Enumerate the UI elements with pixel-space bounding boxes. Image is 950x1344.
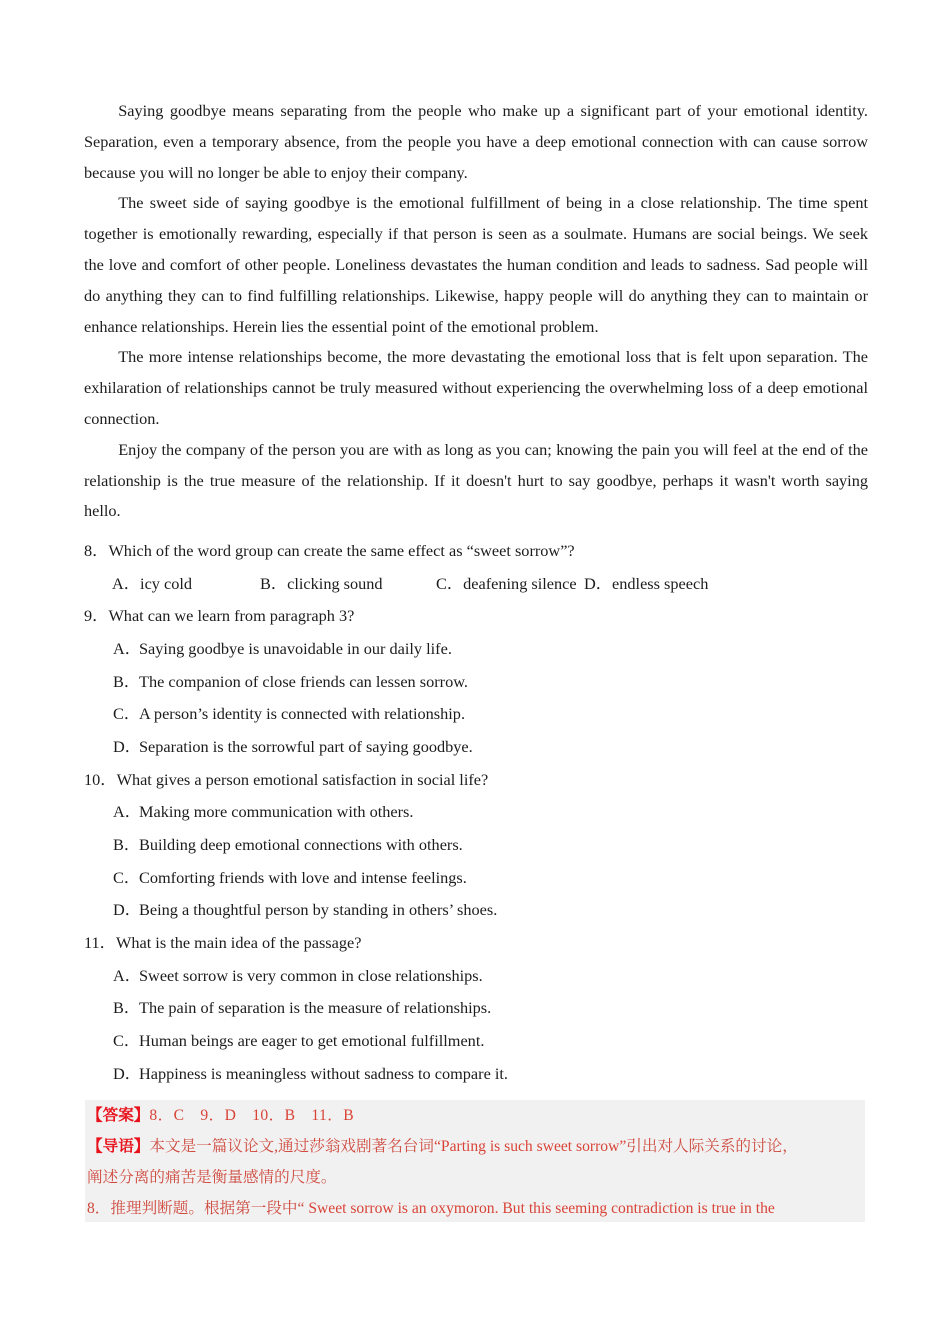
question-10-option-d[interactable] xyxy=(84,894,868,927)
guide-quote: “Parting is such sweet sorrow” xyxy=(433,1138,627,1155)
option-letter: A． xyxy=(112,573,141,593)
option-text: Happiness is meaningless without sadness to compare it. xyxy=(139,1063,508,1083)
question-9-option-a[interactable] xyxy=(84,633,868,666)
question-8-options xyxy=(84,568,868,601)
option-text: Separation is the sorrowful part of saying goodbye. xyxy=(139,737,473,757)
option-text: The pain of separation is the measure of relationships. xyxy=(139,998,492,1018)
explanation-prefix: 8．推理判断题。根据第一段中 xyxy=(87,1200,298,1217)
option-text: Building deep emotional connections with others. xyxy=(139,835,463,855)
question-9-option-b[interactable] xyxy=(84,666,868,699)
option-letter: C． xyxy=(113,1031,141,1051)
option-letter: D． xyxy=(113,737,142,757)
question-8-stem xyxy=(84,535,868,568)
option-letter: A． xyxy=(113,965,142,985)
question-10-stem xyxy=(84,764,868,797)
option-text: Saying goodbye is unavoidable in our daily life. xyxy=(139,638,452,658)
passage-paragraph-3: The more intense relationships become, the more devastating the emotional loss that is felt upon separation. The exhilaration of relationships cannot be truly measured without experiencing the overwhelming loss of a deep emotional connection. xyxy=(84,347,868,428)
option-letter: C． xyxy=(113,867,141,887)
question-8-number: 8． xyxy=(84,541,109,561)
explanation-line-8 xyxy=(85,1193,865,1222)
question-11 xyxy=(84,927,868,1090)
question-9-stem xyxy=(84,600,868,633)
question-8-option-c[interactable] xyxy=(436,568,584,601)
question-8-option-b[interactable] xyxy=(260,568,436,601)
question-11-stem xyxy=(84,927,868,960)
option-text: Human beings are eager to get emotional fulfillment. xyxy=(139,1031,485,1051)
option-letter: D． xyxy=(113,1063,142,1083)
question-8-text: Which of the word group can create the same effect as “sweet sorrow”? xyxy=(108,541,575,561)
explanation-quote-open: “ xyxy=(297,1200,305,1217)
passage-paragraph-1: Saying goodbye means separating from the people who make up a significant part of your emotional identity. Separation, even a temporary absence, from the people you have a deep emotional connection with can cause sorrow because you will no longer be able to enjoy their company. xyxy=(84,101,868,182)
option-letter: B． xyxy=(260,573,288,593)
question-11-option-c[interactable] xyxy=(84,1025,868,1058)
option-text: Sweet sorrow is very common in close relationships. xyxy=(139,965,483,985)
option-letter: B． xyxy=(113,835,141,855)
option-letter: D． xyxy=(113,900,142,920)
passage-paragraph-2: The sweet side of saying goodbye is the emotional fulfillment of being in a close relationship. The time spent together is emotionally rewarding, especially if that person is seen as a soulmate. Humans are social beings. We seek the love and comfort of other people. Loneliness devastates the human condition and leads to sadness. Sad people will do anything they can to find fulfilling relationships. Likewise, happy people will do anything they can to maintain or enhance relationships. Herein lies the essential point of the emotional problem. xyxy=(84,193,868,336)
option-letter: B． xyxy=(113,671,141,691)
question-10-option-b[interactable] xyxy=(84,829,868,862)
answer-codes: 8．C 9．D 10．B 11．B xyxy=(149,1107,355,1124)
question-9-option-d[interactable] xyxy=(84,731,868,764)
question-11-option-a[interactable] xyxy=(84,960,868,993)
question-9-option-c[interactable] xyxy=(84,698,868,731)
questions-section xyxy=(84,535,868,1090)
option-text: The companion of close friends can lessen sorrow. xyxy=(139,671,468,691)
guide-line-1 xyxy=(85,1131,865,1162)
explanation-quote-text: Sweet sorrow is an oxymoron. But this seeming contradiction is true in the xyxy=(308,1200,775,1217)
guide-text-part-3: 阐述分离的痛苦是衡量感情的尺度。 xyxy=(87,1169,337,1186)
option-text: clicking sound xyxy=(287,573,383,593)
question-10-number: 10． xyxy=(84,769,117,789)
option-text: icy cold xyxy=(140,573,193,593)
guide-text-part-1: 本文是一篇议论文,通过莎翁戏剧著名台词 xyxy=(149,1138,434,1155)
question-9-text: What can we learn from paragraph 3? xyxy=(108,606,355,626)
option-text: endless speech xyxy=(612,573,709,593)
guide-text-part-2: 引出对人际关系的讨论， xyxy=(626,1138,798,1155)
option-text: A person’s identity is connected with relationship. xyxy=(139,704,466,724)
question-11-option-d[interactable] xyxy=(84,1058,868,1091)
option-text: deafening silence xyxy=(463,573,577,593)
question-11-text: What is the main idea of the passage? xyxy=(115,933,362,953)
question-9 xyxy=(84,600,868,763)
option-text: Making more communication with others. xyxy=(139,802,414,822)
reading-passage xyxy=(84,96,868,527)
question-11-option-b[interactable] xyxy=(84,992,868,1025)
option-letter: B． xyxy=(113,998,141,1018)
guide-line-2 xyxy=(85,1162,865,1193)
answer-explanation-block xyxy=(85,1100,865,1222)
option-letter: A． xyxy=(113,802,142,822)
option-letter: C． xyxy=(113,704,141,724)
option-letter: A． xyxy=(113,638,142,658)
question-10-option-c[interactable] xyxy=(84,862,868,895)
question-8-option-d[interactable] xyxy=(584,568,708,601)
answer-tag: 【答案】 xyxy=(87,1107,150,1124)
question-11-number: 11． xyxy=(84,933,116,953)
question-8 xyxy=(84,535,868,600)
option-letter: D． xyxy=(584,573,613,593)
question-10-option-a[interactable] xyxy=(84,796,868,829)
option-letter: C． xyxy=(436,573,464,593)
option-text: Comforting friends with love and intense feelings. xyxy=(139,867,467,887)
question-10 xyxy=(84,764,868,927)
passage-paragraph-4: Enjoy the company of the person you are with as long as you can; knowing the pain you will feel at the end of the relationship is the true measure of the relationship. If it doesn't hurt to say goodbye, perhaps it wasn't worth saying hello. xyxy=(84,439,868,521)
question-9-number: 9． xyxy=(84,606,109,626)
answer-line xyxy=(85,1100,865,1131)
question-10-text: What gives a person emotional satisfaction in social life? xyxy=(116,769,489,789)
option-text: Being a thoughtful person by standing in others’ shoes. xyxy=(139,900,498,920)
question-8-option-a[interactable] xyxy=(112,568,260,601)
guide-tag: 【导语】 xyxy=(87,1138,150,1155)
